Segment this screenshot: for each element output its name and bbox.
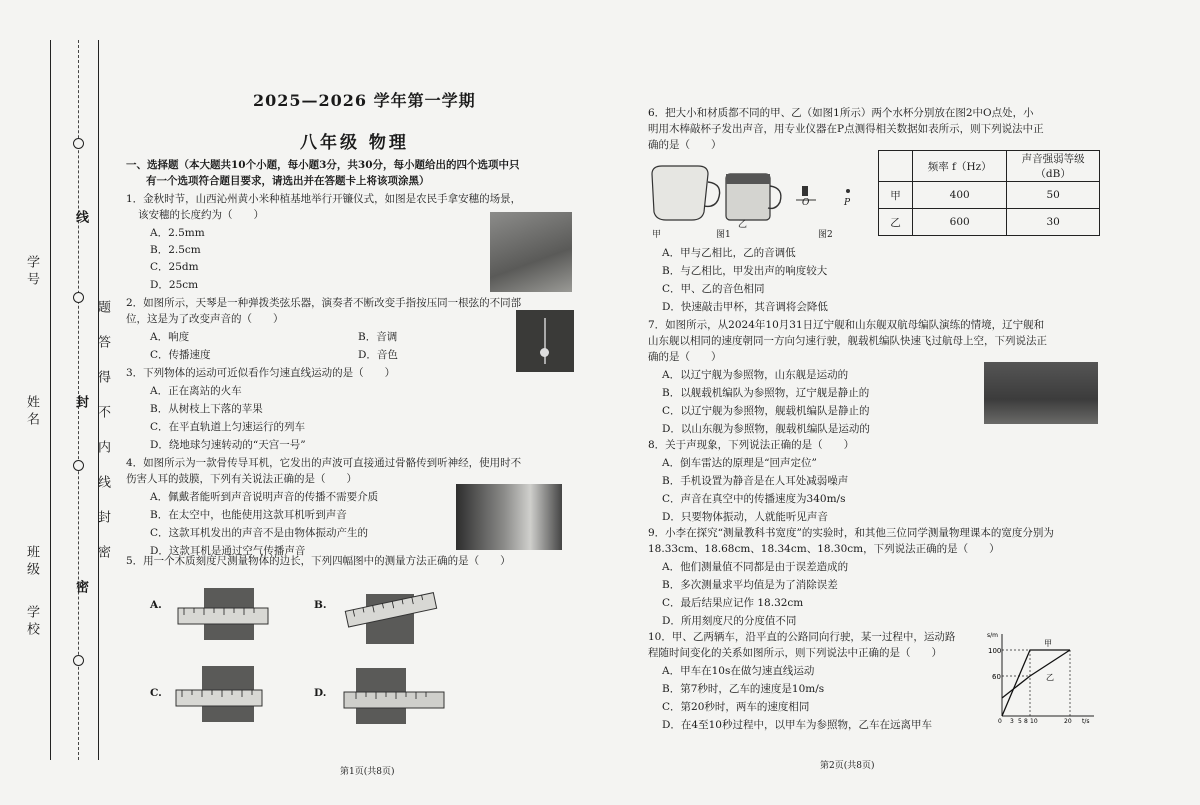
school-label: 学校 <box>24 605 39 639</box>
question-1-option: C．25dm <box>150 261 199 273</box>
question-6-option: D．快速敲击甲杯，其音调将会降低 <box>662 301 828 313</box>
millet-photo <box>490 212 572 292</box>
tianqin-photo <box>516 310 574 372</box>
question-4-option: C．这款耳机发出的声音不是由物体振动产生的 <box>150 527 369 539</box>
page-footer: 第1页(共8页) <box>340 767 395 777</box>
graph-y-unit: s/m <box>987 632 998 639</box>
fig-label-p: P <box>844 198 851 208</box>
table-cell: 乙 <box>879 209 913 236</box>
question-6-option: B．与乙相比，甲发出声的响度较大 <box>662 265 828 277</box>
question-6-stem-2: 明用木棒敲杯子发出声音，用专业仪器在P点测得相关数据如表所示，则下列说法中正 <box>648 123 1044 135</box>
carrier-photo <box>984 362 1098 424</box>
question-5-stem: 5．用一个木质刻度尺测量物体的边长，下列四幅图中的测量方法正确的是（ ） <box>126 555 511 567</box>
graph-x-tick: 0 <box>998 718 1002 724</box>
question-10-stem: 10．甲、乙两辆车，沿平直的公路同向行驶，某一过程中，运动路 <box>648 631 956 643</box>
seal-char: 线 <box>73 210 88 227</box>
question-8-stem: 8．关于声现象，下列说法正确的是（ ） <box>648 439 855 451</box>
cups-figure <box>646 160 856 238</box>
fig-label-o: O <box>802 198 810 208</box>
question-3-option: D．绕地球匀速转动的“天宫一号” <box>150 439 306 451</box>
question-7-option: D．以山东舰为参照物，舰载机编队是运动的 <box>662 423 870 435</box>
notice-char: 不 <box>95 405 110 422</box>
fig-caption-2: 图2 <box>818 230 833 240</box>
table-cell: 50 <box>1007 182 1100 209</box>
ruler-figure-a <box>174 582 274 652</box>
notice-char: 密 <box>95 545 110 562</box>
ruler-figure-b <box>340 580 440 650</box>
question-5-option: A. <box>150 599 162 611</box>
graph-x-tick: 3 <box>1010 718 1014 724</box>
question-9-option: C．最后结果应记作 18.32cm <box>662 597 804 609</box>
fig-label-jia: 甲 <box>652 230 662 240</box>
page-footer: 第2页(共8页) <box>820 761 875 771</box>
graph-x-tick: 10 <box>1030 718 1038 724</box>
question-6-stem: 6．把大小和材质都不同的甲、乙（如图1所示）两个水杯分别放在图2中O点处，小 <box>648 107 1034 119</box>
question-3-option: A．正在离站的火车 <box>150 385 242 397</box>
question-5-option: D. <box>314 687 327 699</box>
question-5-option: B. <box>314 599 327 611</box>
graph-series-label: 乙 <box>1046 673 1054 682</box>
question-10-stem-2: 程随时间变化的关系如图所示，则下列说法中正确的是（ ） <box>648 647 942 659</box>
graph-y-tick: 100 <box>988 647 1002 655</box>
exam-title: 2025—2026 学年第一学期 <box>253 91 476 110</box>
notice-char: 线 <box>95 475 110 492</box>
class-label: 班级 <box>24 545 39 579</box>
binding-hole <box>73 138 84 149</box>
binding-hole <box>73 655 84 666</box>
question-7-option: B．以舰载机编队为参照物，辽宁舰是静止的 <box>662 387 870 399</box>
question-1-option: D．25cm <box>150 279 199 291</box>
table-cell: 400 <box>913 182 1007 209</box>
graph-x-tick: 8 <box>1024 718 1028 724</box>
question-8-option: D．只要物体振动，人就能听见声音 <box>662 511 828 523</box>
seal-char: 封 <box>73 395 88 412</box>
question-7-stem-2: 山东舰以相同的速度朝同一方向匀速行驶，舰载机编队快速飞过航母上空，下列说法正 <box>648 335 1047 347</box>
question-4-stem: 4．如图所示为一款骨传导耳机，它发出的声波可直接通过骨骼传到听神经，使用时不 <box>126 457 522 469</box>
notice-char: 答 <box>95 335 110 352</box>
table-header <box>879 151 913 182</box>
question-2-option: D．音色 <box>358 349 398 361</box>
exam-subtitle: 八年级 物理 <box>300 133 409 153</box>
question-3-option: C．在平直轨道上匀速运行的列车 <box>150 421 306 433</box>
question-2-option: B．音调 <box>358 331 398 343</box>
question-8-option: A．倒车雷达的原理是“回声定位” <box>662 457 817 469</box>
section-heading-2: 有一个选项符合题目要求，请选出并在答题卡上将该项涂黑） <box>146 175 430 187</box>
notice-char: 封 <box>95 510 110 527</box>
table-cell: 甲 <box>879 182 913 209</box>
question-1-option: B．2.5cm <box>150 244 201 256</box>
question-3-option: B．从树枝上下落的苹果 <box>150 403 263 415</box>
question-4-option: B．在太空中，也能使用这款耳机听到声音 <box>150 509 347 521</box>
question-2-option: C．传播速度 <box>150 349 211 361</box>
table-cell: 600 <box>913 209 1007 236</box>
question-10-option: D．在4至10秒过程中，以甲车为参照物，乙车在远离甲车 <box>662 719 932 731</box>
question-7-option: C．以辽宁舰为参照物，舰载机编队是静止的 <box>662 405 870 417</box>
page-1 <box>118 88 580 778</box>
graph-x-tick: 20 <box>1064 718 1072 724</box>
question-5-option: C. <box>150 687 162 699</box>
margin-line <box>50 40 51 760</box>
graph-y-tick: 60 <box>992 673 1001 681</box>
graph-series-label: 甲 <box>1044 639 1052 648</box>
notice-char: 内 <box>95 440 110 457</box>
question-9-stem: 9．小李在探究“测量教科书宽度”的实验时，和其他三位同学测量物理课本的宽度分别为 <box>648 527 1054 539</box>
question-6-option: C．甲、乙的音色相同 <box>662 283 765 295</box>
question-4-option: D．这款耳机是通过空气传播声音 <box>150 545 306 557</box>
question-9-option: A．他们测量值不同都是由于误差造成的 <box>662 561 849 573</box>
table-cell: 30 <box>1007 209 1100 236</box>
graph-x-unit: t/s <box>1082 718 1090 724</box>
question-9-option: D．所用刻度尺的分度值不同 <box>662 615 797 627</box>
fig-caption-1: 图1 <box>716 230 731 240</box>
question-9-stem-2: 18.33cm、18.68cm、18.34cm、18.30cm，下列说法正确的是（ ） <box>648 543 1000 555</box>
question-4-option: A．佩戴者能听到声音说明声音的传播不需要介质 <box>150 491 379 503</box>
question-8-option: B．手机设置为静音是在人耳处减弱噪声 <box>662 475 849 487</box>
question-7-option: A．以辽宁舰为参照物，山东舰是运动的 <box>662 369 849 381</box>
question-10-option: A．甲车在10s在做匀速直线运动 <box>662 665 815 677</box>
question-1-stem: 1．金秋时节，山西沁州黄小米种植基地举行开镰仪式，如图是农民手拿安穗的场景， <box>126 193 522 205</box>
question-10-option: B．第7秒时，乙车的速度是10m/s <box>662 683 825 695</box>
distance-time-graph <box>986 628 1098 724</box>
graph-x-tick: 5 <box>1018 718 1022 724</box>
notice-char: 题 <box>95 300 110 317</box>
name-label: 姓名 <box>24 395 39 429</box>
ruler-figure-d <box>334 662 446 732</box>
binding-hole <box>73 292 84 303</box>
margin-line <box>98 40 99 760</box>
question-3-stem: 3．下列物体的运动可近似看作匀速直线运动的是（ ） <box>126 367 396 379</box>
ruler-figure-c <box>174 662 274 732</box>
question-2-option: A．响度 <box>150 331 190 343</box>
table-header: 频率 f（Hz） <box>913 151 1007 182</box>
question-6-stem-3: 确的是（ ） <box>648 139 722 151</box>
fig-label-yi: 乙 <box>738 220 748 230</box>
question-7-stem: 7．如图所示，从2024年10月31日辽宁舰和山东舰双航母编队演练的情境，辽宁舰和 <box>648 319 1045 331</box>
seal-char: 密 <box>73 580 88 597</box>
question-7-stem-3: 确的是（ ） <box>648 351 722 363</box>
binding-margin <box>0 0 120 805</box>
question-4-stem-2: 伤害人耳的鼓膜，下列有关说法正确的是（ ） <box>126 473 357 485</box>
question-8-option: C．声音在真空中的传播速度为340m/s <box>662 493 846 505</box>
notice-char: 得 <box>95 370 110 387</box>
section-heading: 一、选择题（本大题共10个小题，每小题3分，共30分，每小题给出的四个选项中只 <box>126 159 520 171</box>
question-2-stem-2: 位，这是为了改变声音的（ ） <box>126 313 284 325</box>
page-2 <box>640 98 1100 788</box>
sound-data-table <box>878 150 1100 236</box>
question-1-option: A．2.5mm <box>150 227 205 239</box>
earphone-photo <box>456 484 562 550</box>
table-header: 声音强弱等级（dB） <box>1007 151 1100 182</box>
question-10-option: C．第20秒时，两车的速度相同 <box>662 701 810 713</box>
binding-hole <box>73 460 84 471</box>
question-6-option: A．甲与乙相比，乙的音调低 <box>662 247 796 259</box>
question-1-stem-2: 该安穗的长度约为（ ） <box>138 209 264 221</box>
question-9-option: B．多次测量求平均值是为了消除误差 <box>662 579 838 591</box>
question-2-stem: 2．如图所示，天琴是一种弹拨类弦乐器，演奏者不断改变手指按压同一根弦的不同部 <box>126 297 522 309</box>
student-id-label: 学号 <box>24 255 39 289</box>
